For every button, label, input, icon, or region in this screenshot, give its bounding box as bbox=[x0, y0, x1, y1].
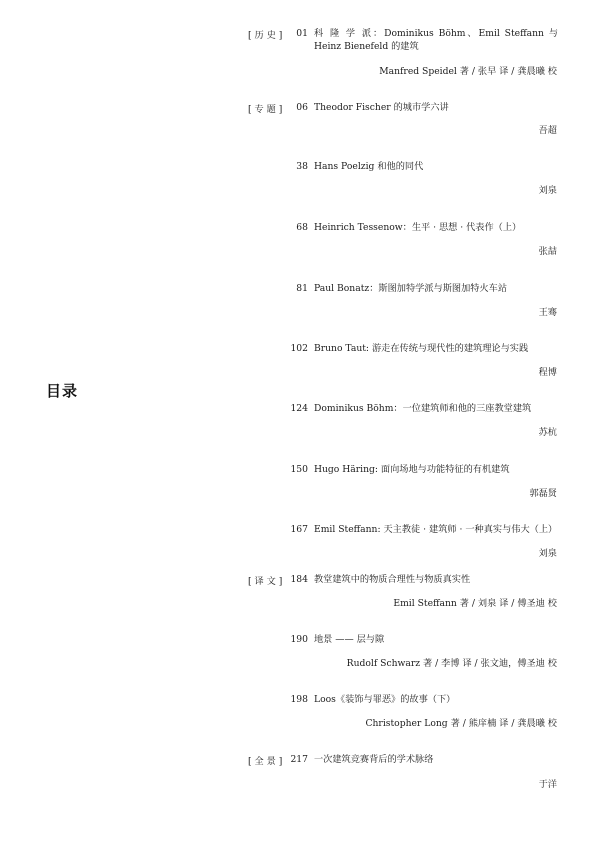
section-label-history: [ 历 史 ] bbox=[248, 30, 283, 41]
article-title: Heinrich Tessenow：生平 · 思想 · 代表作（上） bbox=[314, 222, 522, 233]
article-credit: 王骞 bbox=[538, 307, 557, 318]
page-number: 124 bbox=[290, 403, 308, 414]
article-credit: Manfred Speidel 著 / 张早 译 / 龚晨曦 校 bbox=[379, 66, 557, 77]
article-title: Bruno Taut: 游走在传统与现代性的建筑理论与实践 bbox=[314, 343, 529, 354]
article-credit: 于洋 bbox=[538, 779, 557, 790]
page-number: 06 bbox=[296, 102, 308, 113]
article-title: 教堂建筑中的物质合理性与物质真实性 bbox=[314, 574, 471, 585]
article-credit: 刘泉 bbox=[538, 185, 557, 196]
page-number: 217 bbox=[290, 754, 308, 765]
article-title: Hans Poelzig 和他的同代 bbox=[314, 161, 424, 172]
article-title: Dominikus Böhm：一位建筑师和他的三座教堂建筑 bbox=[314, 403, 532, 414]
article-title: Emil Steffann: 天主教徒 · 建筑师 · 一种真实与伟大（上） bbox=[314, 524, 558, 535]
article-title: 地景 —— 层与隙 bbox=[314, 634, 385, 645]
page-number: 190 bbox=[290, 634, 308, 645]
article-title: Paul Bonatz：斯图加特学派与斯图加特火车站 bbox=[314, 283, 508, 294]
section-label-translation: [ 译 文 ] bbox=[248, 576, 283, 587]
toc-heading: 目录 bbox=[46, 382, 79, 400]
page-number: 184 bbox=[290, 574, 308, 585]
article-credit: 吾超 bbox=[538, 125, 557, 136]
article-credit: 程博 bbox=[538, 367, 557, 378]
article-credit: Emil Steffann 著 / 刘泉 译 / 傅圣迪 校 bbox=[393, 598, 557, 609]
page-number: 198 bbox=[290, 694, 308, 705]
page-number: 150 bbox=[290, 464, 308, 475]
article-title: Theodor Fischer 的城市学六讲 bbox=[314, 102, 449, 113]
page-number: 167 bbox=[290, 524, 308, 535]
article-title: Hugo Häring: 面向场地与功能特征的有机建筑 bbox=[314, 464, 510, 475]
article-title: Loos《装饰与罪恶》的故事（下） bbox=[314, 694, 456, 705]
article-credit: 苏杭 bbox=[538, 427, 557, 438]
article-title: 科 隆 学 派：Dominikus Böhm、Emil Steffann 与 Heinz Bienefeld 的建筑 bbox=[314, 28, 558, 52]
article-credit: 郭磊贤 bbox=[529, 488, 557, 499]
article-credit: Christopher Long 著 / 熊庠楠 译 / 龚晨曦 校 bbox=[365, 718, 557, 729]
article-credit: 刘泉 bbox=[538, 548, 557, 559]
page-number: 38 bbox=[296, 161, 308, 172]
page-number: 01 bbox=[296, 28, 308, 39]
article-credit: 张喆 bbox=[538, 246, 557, 257]
page-number: 68 bbox=[296, 222, 308, 233]
page-number: 102 bbox=[290, 343, 308, 354]
page-number: 81 bbox=[296, 283, 308, 294]
article-title: 一次建筑竞赛背后的学术脉络 bbox=[314, 754, 434, 765]
section-label-panorama: [ 全 景 ] bbox=[248, 756, 283, 767]
section-label-special: [ 专 题 ] bbox=[248, 104, 283, 115]
article-credit: Rudolf Schwarz 著 / 李博 译 / 张文迪，傅圣迪 校 bbox=[346, 658, 557, 669]
